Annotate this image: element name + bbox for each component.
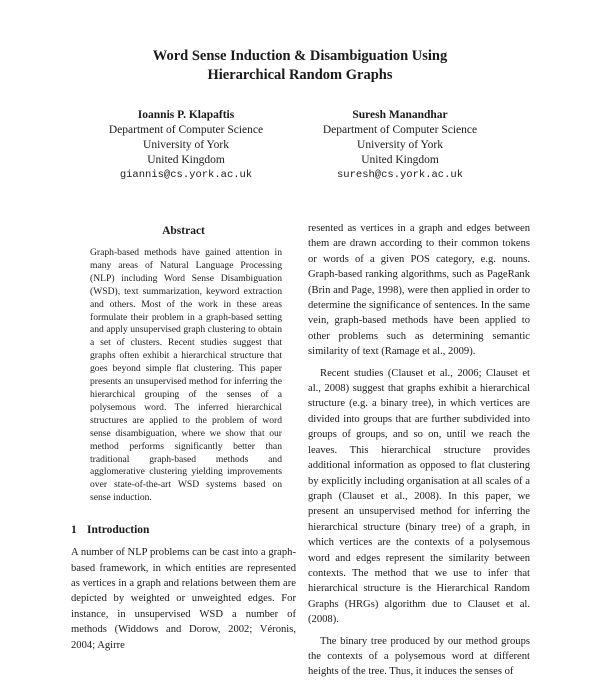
author-block-1 xyxy=(76,108,296,183)
intro-paragraph: A number of NLP problems can be cast into a graph-based framework, in which entities are represented as vertices in a graph and relations between them are depicted by weighted or unweighted edges. For instance, in unsupervised WSD a number of methods (Widdows and Dorow, 2002; Véronis, 2004; Agirre xyxy=(71,547,296,651)
right-column xyxy=(308,221,530,680)
intro-paragraph-3: The binary tree produced by our method groups the contexts of a polysemous word at different heights of the tree. Thus, it induces the senses of xyxy=(308,635,530,678)
author-country: United Kingdom xyxy=(361,154,439,166)
left-column xyxy=(71,224,296,653)
author-university: University of York xyxy=(143,139,229,151)
abstract-heading: Abstract xyxy=(162,225,205,237)
author-department: Department of Computer Science xyxy=(108,124,264,136)
section-heading-introduction xyxy=(71,523,296,537)
title-line-1: Word Sense Induction & Disambiguation Using xyxy=(152,48,448,64)
title-line-2: Hierarchical Random Graphs xyxy=(207,67,393,83)
intro-paragraph-2: Recent studies (Clauset et al., 2006; Clauset et al., 2008) suggest that graphs exhibit a hierarchical structure (e.g. a binary tree), in which vertices are divided into groups that are further subdivided into groups of groups, and so on, until we reach the leaves. This hierarchical structure provides additional information as opposed to flat clustering by explicitly including organisation at all scales of a graph (Clauset et al., 2008). In this paper, we present an unsupervised method for inferring the hierarchical structure (binary tree) of a graph, in which vertices are the contexts of a polysemous word and edges represent the similarity between contexts. The method that we use to infer that hierarchical structure is the Hierarchical Random Graphs (HRGs) algorithm due to Clauset et al. (2008). xyxy=(308,367,530,626)
author-name: Ioannis P. Klapaftis xyxy=(137,109,235,121)
author-name: Suresh Manandhar xyxy=(352,109,448,121)
abstract-text: Graph-based methods have gained attention in many areas of Natural Language Processing (NLP) including Word Sense Disambiguation (WSD), text summarization, keyword extraction and others. Most of the work in these areas formulate their problem in a graph-based setting and apply unsupervised graph clustering to obtain a set of clusters. Recent studies suggest that graphs often exhibit a hierarchical structure that goes beyond simple flat clustering. This paper presents an unsupervised method for inferring the hierarchical grouping of the senses of a polysemous word. The inferred hierarchical structures are applied to the problem of word sense disambiguation, where we show that our method performs significantly better than traditional graph-based methods and agglomerative clustering yielding improvements over state-of-the-art WSD systems based on sense induction. xyxy=(90,247,282,504)
paper-title xyxy=(0,47,600,85)
intro-paragraph-continued: resented as vertices in a graph and edges between them are drawn according to their common tokens or words of a given POS category, e.g. nouns. Graph-based ranking algorithms, such as PageRank (Brin and Page, 1998), were then applied in order to determine the significance of sentences. In the same vein, graph-based methods have been applied to other problems such as determining semantic similarity of text (Ramage et al., 2009). xyxy=(308,223,530,358)
author-university: University of York xyxy=(357,139,443,151)
section-title: Introduction xyxy=(87,524,150,537)
author-email: suresh@cs.york.ac.uk xyxy=(336,169,464,181)
author-country: United Kingdom xyxy=(147,154,225,166)
section-number: 1 xyxy=(71,524,77,537)
author-block-2 xyxy=(290,108,510,183)
author-department: Department of Computer Science xyxy=(322,124,478,136)
author-email: giannis@cs.york.ac.uk xyxy=(119,169,253,181)
